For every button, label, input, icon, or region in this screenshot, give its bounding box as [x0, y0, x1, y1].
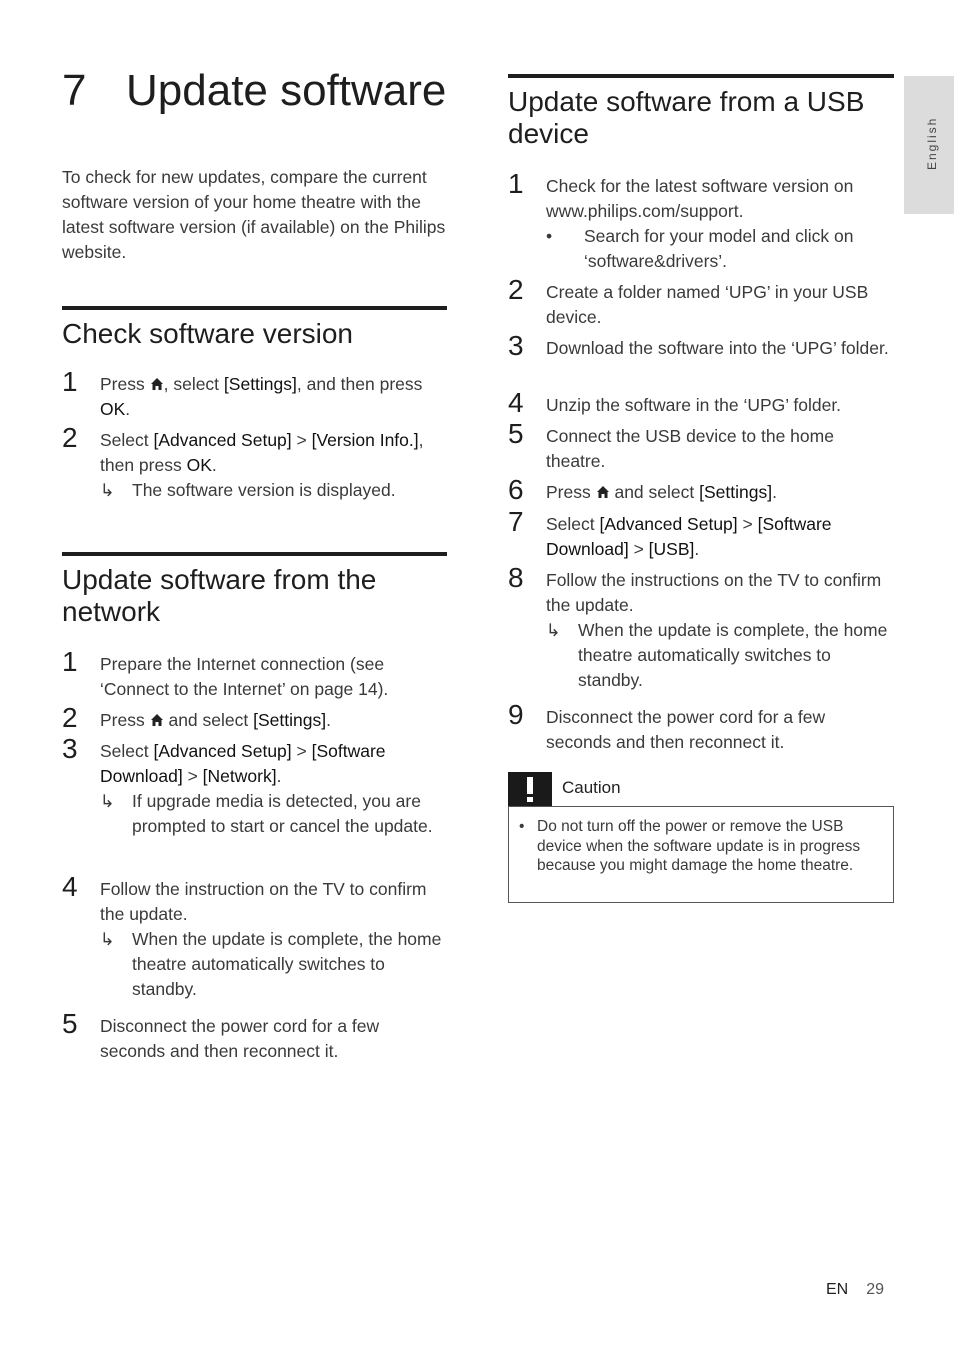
chapter-title: [62, 66, 446, 116]
text-run: .: [211, 455, 217, 475]
section-title: Check software version: [62, 318, 354, 349]
step-text: Disconnect the power cord for a few seconds and then reconnect it.: [546, 707, 826, 752]
arrow-icon: ↳: [100, 929, 115, 949]
section-update-usb: [508, 74, 894, 752]
result-line: [546, 618, 894, 693]
step-text: Prepare the Internet connection (see ‘Connect to the Internet’ on page 14).: [100, 654, 389, 699]
step-text: [546, 512, 894, 562]
step-number: 4: [62, 871, 78, 902]
step-2: [62, 422, 447, 503]
caution-header: [508, 772, 894, 806]
step-text: Create a folder named ‘UPG’ in your USB device.: [546, 282, 869, 327]
step-number: 2: [62, 422, 78, 453]
text-run: .: [772, 482, 777, 502]
bullet-line: [546, 224, 894, 274]
text-run: Press: [100, 374, 150, 394]
step-8: [508, 562, 894, 693]
step-number: 1: [62, 366, 78, 397]
step-text: [546, 480, 894, 505]
step-1: [62, 646, 447, 702]
menu-label: [Advanced Setup]: [599, 514, 738, 534]
step-1: [508, 168, 894, 274]
step-number: 1: [508, 168, 524, 199]
step-5: [62, 1008, 447, 1064]
text-run: , select: [163, 374, 224, 394]
step-text: Follow the instructions on the TV to confirm the update.: [546, 570, 882, 615]
result-line: [100, 789, 447, 839]
step-number: 3: [508, 330, 524, 361]
home-icon: [150, 713, 164, 727]
result-line: [100, 927, 447, 1002]
section-check-version: [62, 306, 447, 500]
step-2: [508, 274, 894, 330]
text-run: Select: [100, 430, 154, 450]
menu-label: [Advanced Setup]: [153, 430, 292, 450]
result-text: If upgrade media is detected, you are prompted to start or cancel the update.: [132, 791, 433, 836]
menu-label: [Settings]: [223, 374, 297, 394]
result-text: When the update is complete, the home theatre automatically switches to standby.: [132, 929, 442, 999]
menu-label: [Software Download]: [546, 514, 832, 559]
result-line: [100, 478, 447, 503]
step-5: [508, 418, 894, 474]
text-run: .: [326, 710, 331, 730]
step-text: Follow the instruction on the TV to confirm the update.: [100, 879, 427, 924]
step-text: Download the software into the ‘UPG’ folder.: [546, 338, 889, 358]
text-run: Press: [100, 710, 150, 730]
step-text: [100, 708, 447, 733]
exclamation-icon: [508, 772, 552, 806]
step-text: Connect the USB device to the home theatre.: [546, 426, 834, 471]
step-text: Check for the latest software version on www.philips.com/support.: [546, 176, 854, 221]
caution-body: [508, 806, 894, 903]
text-run: >: [737, 514, 758, 534]
language-tab-label: English: [925, 116, 939, 170]
page-footer: [826, 1281, 884, 1299]
step-4: [62, 871, 447, 1002]
text-run: and select: [163, 710, 254, 730]
key-label: OK: [100, 399, 126, 419]
step-number: 5: [62, 1008, 78, 1039]
step-number: 8: [508, 562, 524, 593]
text-run: >: [291, 741, 312, 761]
page-number: 29: [866, 1281, 885, 1298]
step-number: 6: [508, 474, 524, 505]
menu-label: [Advanced Setup]: [153, 741, 292, 761]
step-number: 7: [508, 506, 524, 537]
footer-language: EN: [826, 1281, 849, 1298]
section-rule: [62, 552, 447, 556]
caution-text: Do not turn off the power or remove the USB device when the software update is in progress because you might damage the home theatre.: [537, 818, 861, 874]
menu-label: [Settings]: [253, 710, 327, 730]
section-rule: [62, 306, 447, 310]
step-number: 2: [508, 274, 524, 305]
step-number: 9: [508, 699, 524, 730]
chapter-title-text: Update software: [126, 66, 447, 115]
step-text: [100, 428, 447, 478]
caution-title: Caution: [562, 778, 621, 797]
step-1: [62, 366, 447, 422]
key-label: OK: [186, 455, 212, 475]
text-run: Select: [100, 741, 154, 761]
arrow-icon: ↳: [100, 791, 115, 811]
text-run: >: [628, 539, 649, 559]
menu-label: [Software Download]: [100, 741, 386, 786]
caution-item: [519, 817, 885, 876]
arrow-icon: ↳: [100, 480, 115, 500]
text-run: , and then press: [296, 374, 423, 394]
step-number: 3: [62, 733, 78, 764]
intro-paragraph: To check for new updates, compare the current software version of your home theatre with the latest software version (if available) on the Philips website.: [62, 167, 446, 262]
menu-label: [USB]: [648, 539, 695, 559]
home-icon: [150, 377, 164, 391]
menu-label: [Version Info.]: [311, 430, 419, 450]
step-text: [100, 739, 447, 789]
chapter-number: 7: [62, 66, 87, 115]
result-text: The software version is displayed.: [132, 480, 396, 500]
text-run: .: [125, 399, 131, 419]
step-6: [508, 474, 894, 505]
step-2: [62, 702, 447, 733]
bullet-icon: •: [519, 818, 525, 835]
section-rule: [508, 74, 894, 78]
text-run: and select: [609, 482, 700, 502]
bullet-text: Search for your model and click on ‘software&drivers’.: [584, 226, 854, 271]
step-text: [100, 372, 447, 422]
step-number: 4: [508, 387, 524, 418]
text-run: Press: [546, 482, 596, 502]
section-update-network: [62, 552, 447, 1061]
step-9: [508, 699, 894, 755]
step-number: 5: [508, 418, 524, 449]
text-run: Select: [546, 514, 600, 534]
menu-label: [Settings]: [699, 482, 773, 502]
step-3: [62, 733, 447, 839]
step-text: Unzip the software in the ‘UPG’ folder.: [546, 395, 842, 415]
section-title: Update software from the network: [62, 564, 377, 627]
step-text: Disconnect the power cord for a few seconds and then reconnect it.: [100, 1016, 380, 1061]
bullet-icon: •: [546, 226, 553, 246]
text-run: >: [182, 766, 203, 786]
step-number: 2: [62, 702, 78, 733]
text-run: .: [694, 539, 700, 559]
text-run: .: [276, 766, 282, 786]
step-3: [508, 330, 894, 361]
text-run: , then press: [100, 430, 424, 475]
menu-label: [Network]: [202, 766, 277, 786]
step-4: [508, 387, 894, 418]
step-number: 1: [62, 646, 78, 677]
text-run: >: [291, 430, 312, 450]
home-icon: [596, 485, 610, 499]
result-text: When the update is complete, the home theatre automatically switches to standby.: [578, 620, 888, 690]
section-title: Update software from a USB device: [508, 86, 865, 149]
step-7: [508, 506, 894, 562]
arrow-icon: ↳: [546, 620, 561, 640]
